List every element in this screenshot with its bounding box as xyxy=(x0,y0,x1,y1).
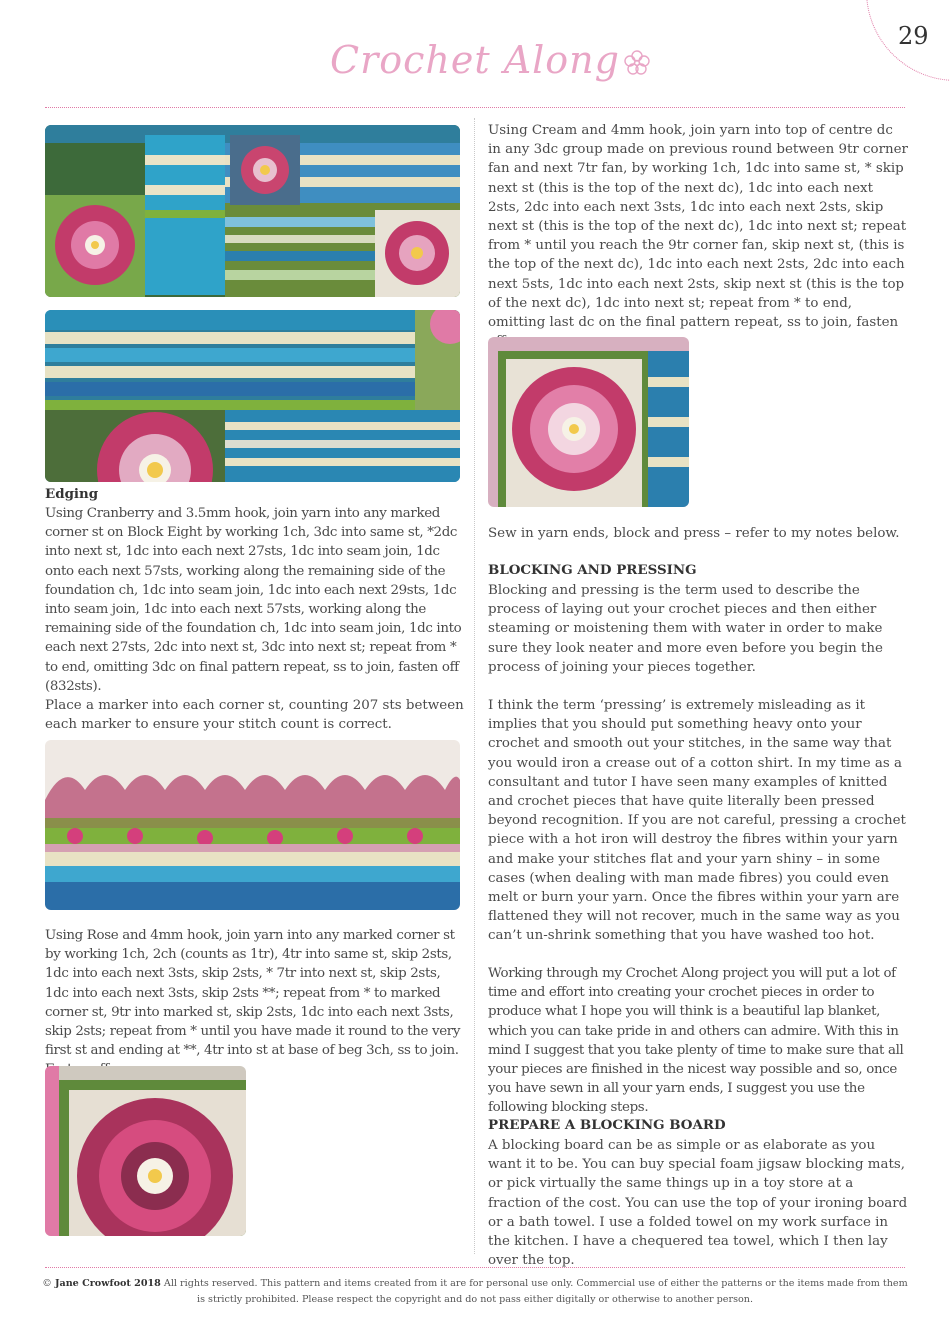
edging-photo xyxy=(45,740,460,910)
marker-paragraph: Place a marker into each corner st, counting 207 sts between each marker to ensure your stitch count is correct. xyxy=(45,698,464,733)
sew-paragraph: Sew in yarn ends, block and press – refer to my notes below. xyxy=(488,526,900,541)
cream-paragraph: Using Cream and 4mm hook, join yarn into top of centre dc in any 3dc group made on previous round between 9tr corner fan and next 7tr fan, by working 1ch, 1dc into same st, * skip next st (this is the top of the next dc), 1dc into each next 2sts, 2dc into each next 3sts, 1dc into each next 2sts, skip next st (this is the top of the next dc), 1dc into next st; repeat from * until you reach the 9tr corner fan, skip next st, (this is the top of the next dc), 1dc into each next 2sts, 2dc into each next 5sts, 1dc into each next 2sts, skip next st (this is the top of the next dc), 1dc into next st; repeat from * to end, omitting last dc on the final pattern repeat, ss to join, fasten xyxy=(488,123,908,331)
copyright-text: All rights reserved. This pattern and items created from it are for personal use only. Commercial use of either the patterns or the items made from them is strictly prohibited. Please respect the copyright and do not pass either digitally or otherwise to another person. xyxy=(163,1278,908,1305)
copyright-symbol: © xyxy=(42,1278,52,1289)
edging-paragraph: Using Cranberry and 3.5mm hook, join yarn into any marked corner st on Block Eight by working 1ch, 3dc into same st, *2dc into next st, 1dc into each next 27sts, 1dc into seam join, 1dc onto each next 57sts, working along the remaining side of the foundation ch, 1dc into seam join, 1dc into each next 29sts, 1dc into seam join, 1dc into each next 57sts, working along the remaining side of the foundation ch, 1dc into seam join, 1dc into each next 27sts, 2dc into next st, 3dc into next st; repeat from * to end, omitting 3dc on final pattern repeat, ss to join, fasten off (832sts). xyxy=(45,506,462,694)
rose-paragraph: Using Rose and 4mm hook, join yarn into any marked corner st by working 1ch, 2ch (counts as 1tr), 4tr into same st, skip 2sts, 1dc into each next 3sts, skip 2sts, * 7tr into next st, skip 2sts, 1dc into each next 3sts, skip 2sts **; repeat from * to marked corner st, 9tr into marked st, skip 2sts, 1dc into each next 3sts, skip 2sts; repeat from * until you have made it round to the very first st and ending at **, 4tr into st at base of beg 3ch, ss to join. xyxy=(45,928,461,1059)
copyright-footer xyxy=(40,1276,910,1308)
blocking-heading: BLOCKING AND PRESSING xyxy=(488,562,697,578)
board-heading: PREPARE A BLOCKING BOARD xyxy=(488,1117,726,1133)
blocking-paragraph: Blocking and pressing is the term used to describe the process of laying out your crochet pieces and then either steaming or moistening them with water in order to make sure they look neater and more even before you begin the process of joining your pieces together. xyxy=(488,583,883,675)
page-title: Crochet Along xyxy=(330,38,620,82)
flower-square-photo-2 xyxy=(488,337,689,507)
pressing-paragraph: I think the term ‘pressing’ is extremely misleading as it implies that you should put something heavy onto your crochet and smooth out your stitches, in the same way that you would iron a crease out of a cotton shirt. In my time as a consultant and tutor I have seen many examples of knitted and crochet pieces that have quite literally been pressed beyond recognition. If you are not careful, pressing a crochet piece with a hot iron will destroy the fibres within your yarn and make your stitches flat and your yarn shiny – in some cases (when dealing with man made fibres) you could even melt or burn your yarn. Once the fibres within your yarn are flattened they will not recover, much in the same way as you can’t un-shrink something that you have washed too hot. xyxy=(488,698,906,944)
flower-icon xyxy=(622,48,652,78)
column-divider xyxy=(474,118,475,1254)
copyright-author: Jane Crowfoot 2018 xyxy=(54,1278,161,1289)
board-paragraph: A blocking board can be as simple or as elaborate as you want it to be. You can buy special foam jigsaw blocking mats, or pick virtually the same things up in a toy store at a fraction of the cost. You can use the top of your ironing board or a bath towel. I use a folded towel on my work surface in the kitchen. I have a chequered tea towel, which I then lay over the top. xyxy=(488,1138,908,1269)
header-rule xyxy=(45,107,905,108)
page-number: 29 xyxy=(898,22,929,50)
working-paragraph: Working through my Crochet Along project you will put a lot of time and effort into creating your crochet pieces in order to produce what I hope you will think is a beautiful lap blanket, which you can take pride in and others can admire. With this in mind I suggest that you take plenty of time to make sure that all your pieces are finished in the nicest way possible and so, once you have sewn in all your yarn ends, I suggest you use the following blocking steps. xyxy=(488,966,904,1116)
blanket-photo-2 xyxy=(45,310,460,482)
footer-rule xyxy=(45,1267,905,1268)
flower-square-photo-1 xyxy=(45,1066,246,1236)
blanket-photo-1 xyxy=(45,125,460,297)
edging-heading: Edging xyxy=(45,486,99,502)
